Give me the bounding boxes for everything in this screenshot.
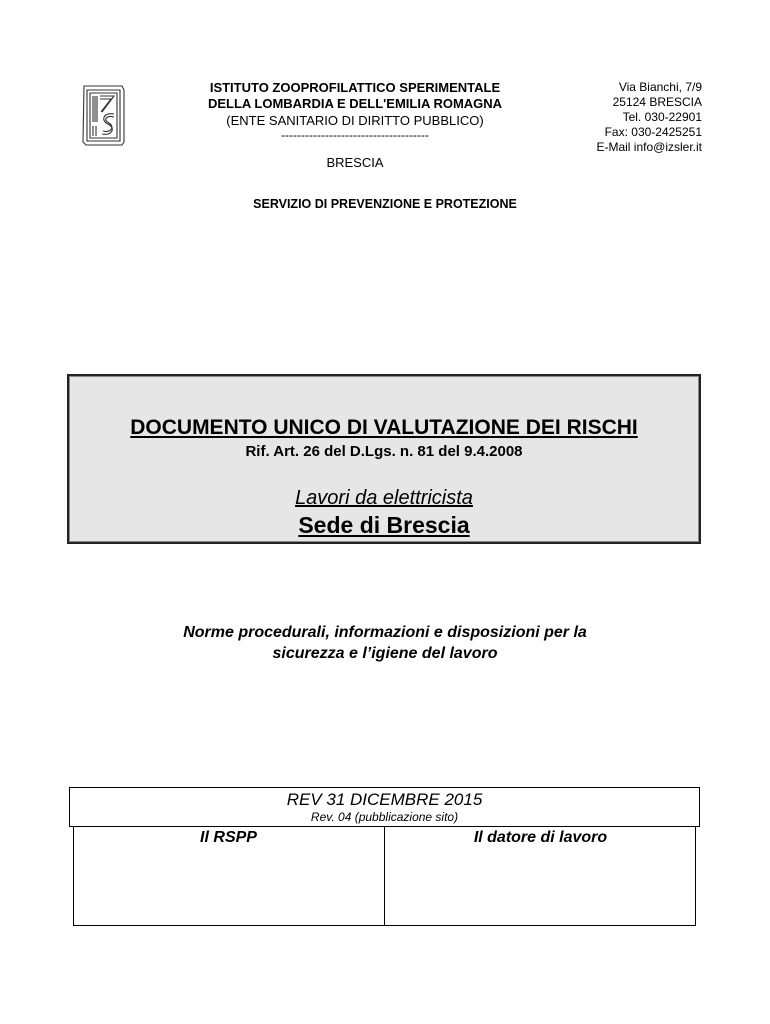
contact-tel: Tel. 030-22901 <box>622 110 702 124</box>
norms-subtitle <box>100 622 670 664</box>
contact-block <box>522 80 702 155</box>
header-separator: ------------------------------------- <box>281 128 429 142</box>
work-type: Lavori da elettricista <box>295 487 473 509</box>
contact-postal: 25124 BRESCIA <box>612 95 702 109</box>
site-name: Sede di Brescia <box>298 512 470 538</box>
signature-employer-label: Il datore di lavoro <box>473 829 608 846</box>
revision-number: Rev. 04 (pubblicazione sito) <box>310 810 459 824</box>
norms-line1: Norme procedurali, informazioni e disposizioni per la <box>183 624 587 641</box>
document-title: DOCUMENTO UNICO DI VALUTAZIONE DEI RISCHI <box>130 416 638 439</box>
izs-logo-icon <box>78 82 130 148</box>
legal-reference: Rif. Art. 26 del D.Lgs. n. 81 del 9.4.2008 <box>245 443 523 460</box>
signature-rspp-label: Il RSPP <box>200 829 257 846</box>
institute-name-line2: DELLA LOMBARDIA E DELL'EMILIA ROMAGNA <box>207 96 503 111</box>
revision-date: REV 31 DICEMBRE 2015 <box>286 790 483 809</box>
institute-name-line1: ISTITUTO ZOOPROFILATTICO SPERIMENTALE <box>209 80 501 95</box>
institute-type: (ENTE SANITARIO DI DIRITTO PUBBLICO) <box>226 113 484 128</box>
institute-header <box>170 80 540 141</box>
contact-fax: Fax: 030-2425251 <box>604 125 702 139</box>
contact-email: E-Mail info@izsler.it <box>596 140 702 154</box>
norms-line2: sicurezza e l’igiene del lavoro <box>272 645 498 662</box>
contact-address: Via Bianchi, 7/9 <box>618 80 702 94</box>
header-city: BRESCIA <box>326 155 384 170</box>
service-name: SERVIZIO DI PREVENZIONE E PROTEZIONE <box>253 197 517 211</box>
